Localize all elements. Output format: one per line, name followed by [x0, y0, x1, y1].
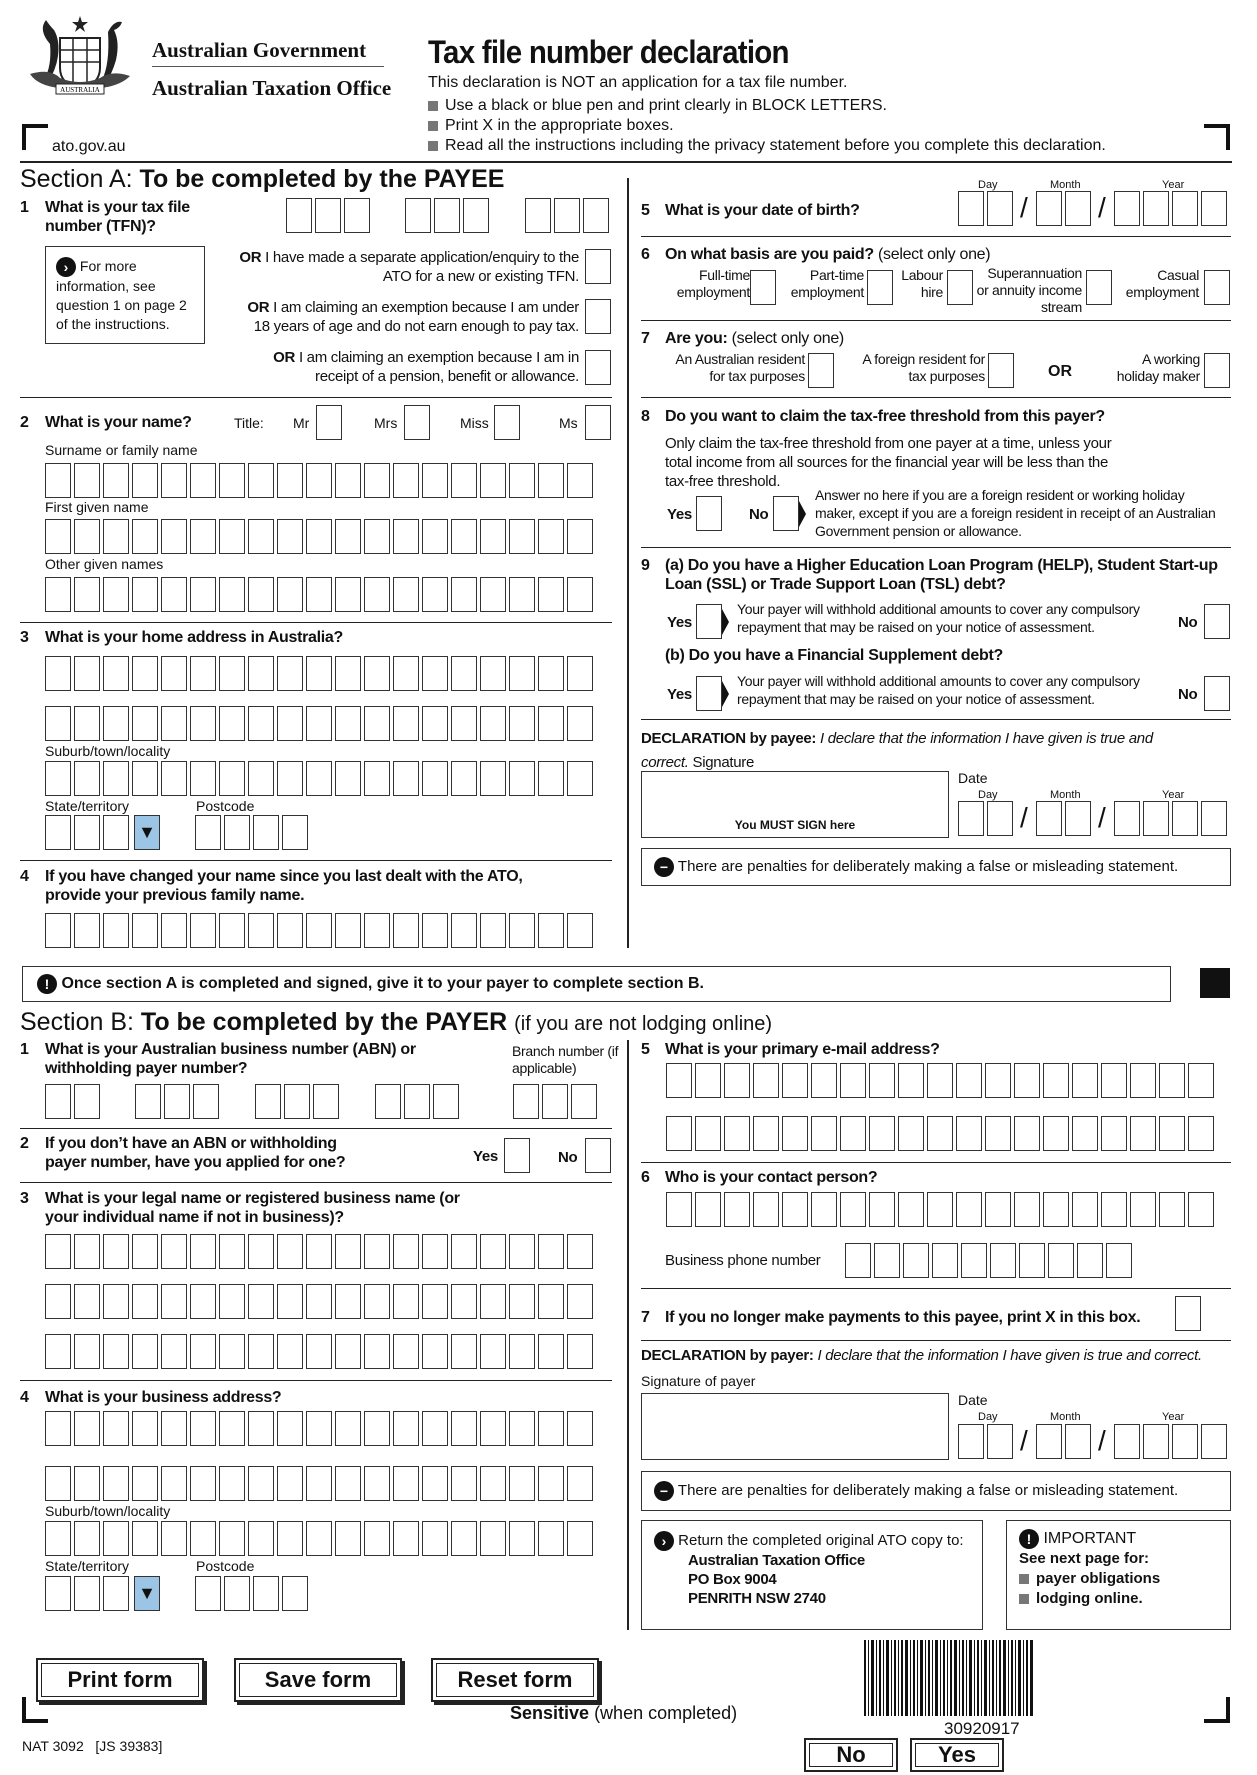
arrow-right-icon: ›: [654, 1531, 674, 1551]
state-label: State/territory: [45, 798, 130, 814]
business-state-label: State/territory: [45, 1558, 130, 1574]
question-divider: [641, 397, 1231, 398]
payer-month-label: Month: [1050, 1411, 1081, 1423]
residency-working-holiday-label: A working holiday maker: [1116, 351, 1200, 384]
minus-circle-icon: −: [654, 1481, 674, 1501]
must-sign-label: You MUST SIGN here: [734, 818, 856, 832]
dob-month-input[interactable]: [1036, 191, 1091, 226]
website-label: ato.gov.au: [52, 138, 126, 155]
print-form-button[interactable]: Print form: [36, 1658, 204, 1702]
exclamation-icon: !: [1019, 1529, 1039, 1549]
threshold-no-note: Answer no here if you are a foreign resident or working holiday maker, except if you are a foreign resident in receipt of an Australian Government pension or allowance.: [815, 487, 1216, 539]
previous-name-input[interactable]: [45, 913, 593, 948]
question-divider: [20, 1182, 612, 1183]
question-number: 1: [20, 199, 29, 216]
question-divider: [20, 860, 612, 861]
pay-basis-super-label: Superannuation or annuity income stream: [976, 265, 1082, 315]
question-divider: [20, 622, 612, 623]
help-no-checkbox[interactable]: [1204, 604, 1230, 639]
abn-applied-yes-label: Yes: [473, 1148, 498, 1165]
date-separator: /: [1098, 192, 1106, 223]
pay-basis-super-checkbox[interactable]: [1086, 270, 1112, 305]
other-names-label: Other given names: [45, 556, 164, 572]
title-mrs-label: Mrs: [374, 415, 398, 431]
residency-working-holiday-checkbox[interactable]: [1204, 353, 1230, 388]
question-divider: [641, 1288, 1231, 1289]
first-name-input[interactable]: [45, 519, 593, 554]
question-divider: [641, 1162, 1231, 1163]
question-divider: [20, 1380, 612, 1381]
pay-basis-question: On what basis are you paid? (select only one): [665, 246, 991, 263]
payer-date-label: Date: [958, 1392, 988, 1408]
legal-name-question: What is your legal name or registered business name (or your individual name if not in business)?: [45, 1190, 460, 1226]
date-separator: /: [1020, 1425, 1028, 1456]
residency-foreign-label: A foreign resident for tax purposes: [862, 351, 985, 384]
business-suburb-input[interactable]: [45, 1521, 593, 1556]
title-mrs-checkbox[interactable]: [404, 405, 430, 440]
question-divider: [641, 236, 1231, 237]
branch-number-label: Branch number (if applicable): [512, 1043, 619, 1076]
phone-label: Business phone number: [665, 1252, 821, 1269]
legal-name-line3-input[interactable]: [45, 1334, 593, 1369]
question-number: 3: [20, 629, 29, 646]
help-note: Your payer will withhold additional amounts to cover any compulsory repayment that may be raised on your notice of assessment.: [737, 601, 1140, 635]
pay-basis-full-time-label: Full-time employment: [676, 267, 750, 300]
government-name: Australian Government: [152, 38, 367, 62]
phone-input[interactable]: [845, 1243, 1132, 1278]
supplement-note: Your payer will withhold additional amounts to cover any compulsory repayment that may be raised on your notice of assessment.: [737, 673, 1140, 707]
dob-month-label: Month: [1050, 179, 1081, 191]
subtitle: This declaration is NOT an application for a tax file number.: [428, 74, 848, 91]
business-suburb-label: Suburb/town/locality: [45, 1503, 171, 1519]
date-separator: /: [1098, 1425, 1106, 1456]
abn-applied-question: If you don’t have an ABN or withholding payer number, have you applied for one?: [45, 1135, 346, 1171]
question-number: 5: [641, 202, 650, 219]
important-item: lodging online.: [1019, 1589, 1218, 1609]
instruction-list: [428, 96, 1106, 156]
business-postcode-label: Postcode: [196, 1558, 255, 1574]
section-b-heading: Section B: To be completed by the PAYER (if you are not lodging online): [20, 1008, 773, 1036]
pay-basis-full-time-checkbox[interactable]: [750, 270, 776, 305]
question-number: 1: [20, 1041, 29, 1058]
business-postcode-input[interactable]: [195, 1576, 308, 1611]
question-number: 4: [20, 868, 29, 885]
residency-question: Are you: (select only one): [665, 330, 844, 347]
dob-year-label: Year: [1162, 179, 1185, 191]
abn-input[interactable]: [255, 1084, 339, 1119]
business-state-dropdown-button[interactable]: [134, 1576, 160, 1611]
date-separator: /: [1098, 802, 1106, 833]
page-title: Tax file number declaration: [428, 34, 789, 70]
question-number: 3: [20, 1190, 29, 1207]
triangle-down-icon: ▼: [138, 1583, 156, 1603]
threshold-no-checkbox[interactable]: [773, 496, 799, 531]
title-mr-label: Mr: [293, 415, 310, 431]
tfn-input[interactable]: [405, 198, 489, 233]
tfn-exemption-1: OR I have made a separate application/enquiry to the ATO for a new or existing TFN.: [239, 249, 579, 285]
title-miss-label: Miss: [460, 415, 489, 431]
exclamation-icon: !: [37, 974, 57, 994]
business-address-line1-input[interactable]: [45, 1411, 593, 1446]
dob-day-label: Day: [978, 179, 998, 191]
dob-question: What is your date of birth?: [665, 202, 860, 219]
email-question: What is your primary e-mail address?: [665, 1041, 940, 1058]
agency-name: Australian Taxation Office: [152, 76, 392, 100]
pay-basis-casual-label: Casual employment: [1125, 267, 1199, 300]
question-number: 4: [20, 1389, 29, 1406]
threshold-yes-checkbox[interactable]: [696, 496, 722, 531]
question-number: 2: [20, 1135, 29, 1152]
supplement-no-checkbox[interactable]: [1204, 676, 1230, 711]
business-address-line2-input[interactable]: [45, 1466, 593, 1501]
email-line2-input[interactable]: [666, 1116, 1214, 1151]
handover-note: ! Once section A is completed and signed, give it to your payer to complete section B.: [22, 966, 1171, 1002]
payee-month-label: Month: [1050, 789, 1081, 801]
barcode: [864, 1640, 1034, 1716]
tfn-info-note: › For more information, see question 1 on page 2 of the instructions.: [45, 246, 205, 344]
date-separator: /: [1020, 192, 1028, 223]
payer-date-month-input[interactable]: [1036, 1424, 1091, 1459]
payer-declaration: DECLARATION by payer: I declare that the information I have given is true and correct.: [641, 1347, 1202, 1364]
crop-mark-bottom-right: [1204, 1697, 1230, 1723]
question-number: 9: [641, 557, 650, 574]
save-form-button[interactable]: Save form: [234, 1658, 402, 1702]
other-names-input[interactable]: [45, 577, 593, 612]
stop-payments-checkbox[interactable]: [1175, 1296, 1201, 1331]
triangle-down-icon: ▼: [138, 822, 156, 842]
question-number: 7: [641, 1309, 650, 1326]
question-divider: [20, 1128, 612, 1129]
help-yes-label: Yes: [667, 614, 692, 631]
residency-or-label: OR: [1048, 363, 1072, 380]
abn-input[interactable]: [45, 1084, 100, 1119]
tfn-input[interactable]: [286, 198, 370, 233]
form-code: NAT 3092 [JS 39383]: [22, 1738, 163, 1754]
pay-basis-labour-hire-label: Labour hire: [901, 267, 943, 300]
supplement-yes-checkbox[interactable]: [696, 676, 722, 711]
financial-supplement-question: (b) Do you have a Financial Supplement debt?: [665, 647, 1003, 664]
tfn-exemption-1-checkbox[interactable]: [585, 249, 611, 284]
minus-circle-icon: −: [654, 857, 674, 877]
question-divider: [20, 397, 612, 398]
home-address-line1-input[interactable]: [45, 656, 593, 691]
payee-date-month-input[interactable]: [1036, 801, 1091, 836]
previous-name-question: If you have changed your name since you last dealt with the ATO, provide your previous family name.: [45, 868, 523, 904]
contact-person-input[interactable]: [666, 1192, 1214, 1227]
abn-input[interactable]: [375, 1084, 459, 1119]
postcode-input[interactable]: [195, 815, 308, 850]
registration-block: [1200, 968, 1230, 998]
svg-text:AUSTRALIA: AUSTRALIA: [60, 86, 100, 94]
legal-name-line2-input[interactable]: [45, 1284, 593, 1319]
barcode-number: 30920917: [944, 1719, 1020, 1738]
pay-basis-part-time-label: Part-time employment: [790, 267, 864, 300]
dob-year-input[interactable]: [1114, 191, 1227, 226]
payee-penalty-note: − There are penalties for deliberately making a false or misleading statement.: [641, 848, 1231, 886]
help-debt-question: (a) Do you have a Higher Education Loan Program (HELP), Student Start-up Loan (SSL) or Trade Support Loan (TSL) debt?: [665, 557, 1218, 593]
instruction-item: Print X in the appropriate boxes.: [428, 116, 1106, 136]
crop-mark-top-right: [1204, 124, 1230, 150]
tfn-exemption-2-checkbox[interactable]: [585, 299, 611, 334]
payee-declaration: DECLARATION by payee: I declare that the information I have given is true and correct. Signature: [641, 730, 1153, 771]
tfn-exemption-3: OR I am claiming an exemption because I am in receipt of a pension, benefit or allowance.: [273, 349, 579, 385]
business-state-input[interactable]: [45, 1576, 129, 1611]
state-dropdown-button[interactable]: [134, 815, 160, 850]
home-address-line2-input[interactable]: [45, 706, 593, 741]
title-miss-checkbox[interactable]: [494, 405, 520, 440]
section-a-column-divider: [627, 178, 629, 948]
first-name-label: First given name: [45, 499, 149, 515]
no-button[interactable]: No: [804, 1738, 898, 1772]
home-address-question: What is your home address in Australia?: [45, 629, 343, 646]
question-divider: [641, 320, 1231, 321]
state-input[interactable]: [45, 815, 129, 850]
residency-foreign-checkbox[interactable]: [988, 353, 1014, 388]
question-divider: [641, 1340, 1231, 1341]
legal-name-line1-input[interactable]: [45, 1234, 593, 1269]
email-line1-input[interactable]: [666, 1063, 1214, 1098]
residency-australian-label: An Australian resident for tax purposes: [675, 351, 805, 384]
tfn-exemption-2: OR I am claiming an exemption because I am under 18 years of age and do not earn enough to pay tax.: [247, 299, 579, 335]
instruction-item: Use a black or blue pen and print clearly in BLOCK LETTERS.: [428, 96, 1106, 116]
sensitive-label: Sensitive (when completed): [510, 1703, 738, 1723]
tax-free-threshold-question: Do you want to claim the tax-free threshold from this payer?: [665, 408, 1105, 425]
crop-mark-top-left: [22, 124, 48, 150]
name-question: What is your name?: [45, 414, 192, 431]
reset-form-button[interactable]: Reset form: [431, 1658, 599, 1702]
suburb-input[interactable]: [45, 761, 593, 796]
dob-day-input[interactable]: [958, 191, 1013, 226]
contact-person-question: Who is your contact person?: [665, 1169, 878, 1186]
abn-applied-yes-checkbox[interactable]: [504, 1138, 530, 1173]
payer-year-label: Year: [1162, 1411, 1185, 1423]
important-box: ! IMPORTANT See next page for: payer obligations lodging online.: [1006, 1520, 1231, 1630]
question-divider: [641, 547, 1231, 548]
abn-applied-no-checkbox[interactable]: [585, 1138, 611, 1173]
question-number: 2: [20, 414, 29, 431]
date-separator: /: [1020, 802, 1028, 833]
header-rule: [20, 161, 1232, 163]
logo-divider: [152, 66, 384, 67]
question-divider: [641, 719, 1231, 720]
instruction-item: Read all the instructions including the privacy statement before you complete this declaration.: [428, 136, 1106, 156]
question-number: 7: [641, 330, 650, 347]
question-number: 6: [641, 1169, 650, 1186]
section-b-column-divider: [627, 1040, 629, 1630]
business-address-question: What is your business address?: [45, 1389, 282, 1406]
threshold-yes-label: Yes: [667, 506, 692, 523]
title-ms-label: Ms: [559, 415, 578, 431]
threshold-no-label: No: [749, 506, 769, 523]
yes-button[interactable]: Yes: [910, 1738, 1004, 1772]
payee-day-label: Day: [978, 789, 998, 801]
question-number: 6: [641, 246, 650, 263]
supplement-yes-label: Yes: [667, 686, 692, 703]
surname-label: Surname or family name: [45, 442, 198, 458]
tfn-exemption-3-checkbox[interactable]: [585, 350, 611, 385]
title-label: Title:: [234, 415, 264, 431]
payee-date-year-input[interactable]: [1114, 801, 1227, 836]
payer-date-day-input[interactable]: [958, 1424, 1013, 1459]
payee-date-day-input[interactable]: [958, 801, 1013, 836]
payer-day-label: Day: [978, 1411, 998, 1423]
tfn-input[interactable]: [525, 198, 609, 233]
abn-question: What is your Australian business number (ABN) or withholding payer number?: [45, 1041, 416, 1077]
tfn-question: What is your tax file number (TFN)?: [45, 199, 190, 235]
suburb-label: Suburb/town/locality: [45, 743, 171, 759]
important-item: payer obligations: [1019, 1569, 1218, 1589]
abn-input[interactable]: [135, 1084, 219, 1119]
section-a-heading: Section A: To be completed by the PAYEE: [20, 165, 505, 193]
return-address-box: › Return the completed original ATO copy to: Australian Taxation Office PO Box 9004 PENRITH NSW 2740: [641, 1520, 983, 1630]
help-yes-checkbox[interactable]: [696, 604, 722, 639]
coat-of-arms-logo: [20, 14, 140, 106]
residency-australian-checkbox[interactable]: [808, 353, 834, 388]
payee-year-label: Year: [1162, 789, 1185, 801]
title-mr-checkbox[interactable]: [316, 405, 342, 440]
surname-input[interactable]: [45, 463, 593, 498]
abn-applied-no-label: No: [558, 1149, 578, 1166]
supplement-no-label: No: [1178, 686, 1198, 703]
payee-date-label: Date: [958, 770, 988, 786]
arrow-right-icon: ›: [56, 257, 76, 277]
tax-free-threshold-info: Only claim the tax-free threshold from one payer at a time, unless your total income from all sources for the financial year will be less than the tax-free threshold.: [665, 435, 1112, 490]
payer-signature-label: Signature of payer: [641, 1373, 756, 1389]
postcode-label: Postcode: [196, 798, 255, 814]
payer-date-year-input[interactable]: [1114, 1424, 1227, 1459]
pay-basis-part-time-checkbox[interactable]: [867, 270, 893, 305]
pay-basis-casual-checkbox[interactable]: [1204, 270, 1230, 305]
question-number: 5: [641, 1041, 650, 1058]
stop-payments-question: If you no longer make payments to this payee, print X in this box.: [665, 1309, 1141, 1326]
branch-number-input[interactable]: [513, 1084, 597, 1119]
payer-penalty-note: − There are penalties for deliberately making a false or misleading statement.: [641, 1471, 1231, 1511]
question-number: 8: [641, 408, 650, 425]
pay-basis-labour-hire-checkbox[interactable]: [947, 270, 973, 305]
title-ms-checkbox[interactable]: [585, 405, 611, 440]
payer-signature-field[interactable]: [641, 1393, 949, 1460]
help-no-label: No: [1178, 614, 1198, 631]
